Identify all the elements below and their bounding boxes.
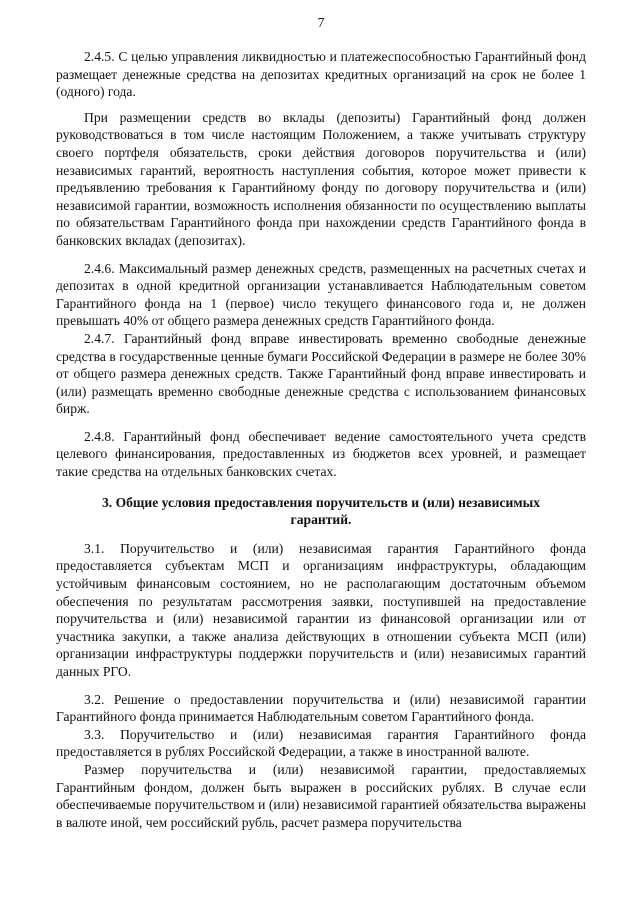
paragraph-2-4-8: 2.4.8. Гарантийный фонд обеспечивает ведение самостоятельного учета средств целевого финансирования, предоставленных из бюджетов всех уровней, и размещает такие средства на отдельных банковских счетах. — [56, 428, 586, 480]
paragraph-3-3: 3.3. Поручительство и (или) независимая гарантия Гарантийного фонда предоставляется в рублях Российской Федерации, а также в иностранной валюте. — [56, 726, 586, 760]
paragraph-2-4-6: 2.4.6. Максимальный размер денежных средств, размещенных на расчетных счетах и депозитах в одной кредитной организации устанавливается Наблюдательным советом Гарантийного фонда на 1 (первое) число текущего финансового года и, не должен превышать 40% от общего размера денежных средств Гарантийного фонда. — [56, 260, 586, 329]
paragraph-3-1: 3.1. Поручительство и (или) независимая гарантия Гарантийного фонда предоставляется субъектам МСП и организациям инфраструктуры, обладающим устойчивым финансовым состоянием, но не располагающим достаточным объемом обеспечения по результатам рассмотрения заявки, поступившей на предоставление поручительства и (или) независимой гарантии из финансовой организации или от участника закупки, а также анализа действующих в отношении субъекта МСП (или) организации инфраструктуры поддержки поручительств и (или) независимых гарантий данных РГО. — [56, 540, 586, 679]
page-number: 7 — [317, 15, 325, 30]
paragraph-2-4-5: 2.4.5. С целью управления ликвидностью и платежеспособностью Гарантийный фонд размещает денежные средства на депозитах кредитных организаций на срок не более 1 (одного) года. — [56, 49, 586, 100]
paragraph-2-4-5-deposits: При размещении средств во вклады (депозиты) Гарантийный фонд должен руководствоваться в том числе настоящим Положением, а также учитывать структуру своего портфеля обязательств, сроки действия договоров поручительства и (или) независимых гарантий, вероятность наступления события, которое может привести к предъявлению требования к Гарантийному фонду по договору поручительства и (или) независимой гарантии, возможность исполнения обязанности по осуществлению выплаты по обязательствам Гарантийного фонда при нахождении средств Гарантийного фонда в банковских вкладах (депозитах). — [56, 109, 586, 248]
section-3-title: 3. Общие условия предоставления поручительств и (или) независимых гарантий. — [101, 494, 541, 528]
paragraph-3-2: 3.2. Решение о предоставлении поручительства и (или) независимой гарантии Гарантийного фонда принимается Наблюдательным советом Гарантийного фонда. — [56, 691, 586, 725]
paragraph-2-4-7: 2.4.7. Гарантийный фонд вправе инвестировать временно свободные денежные средства в государственные ценные бумаги Российской Федерации в размере не более 30% от общего размера денежных средств. Также Гарантийный фонд вправе инвестировать и (или) размещать временно свободные денежные средства с использованием финансовых бирж. — [56, 330, 586, 417]
paragraph-3-3-currency: Размер поручительства и (или) независимой гарантии, предоставляемых Гарантийным фондом, должен быть выражен в российских рублях. В случае если обеспечиваемые поручительством и (или) независимой гарантией обязательства выражены в валюте иной, чем российский рубль, расчет размера поручительства — [56, 761, 586, 830]
